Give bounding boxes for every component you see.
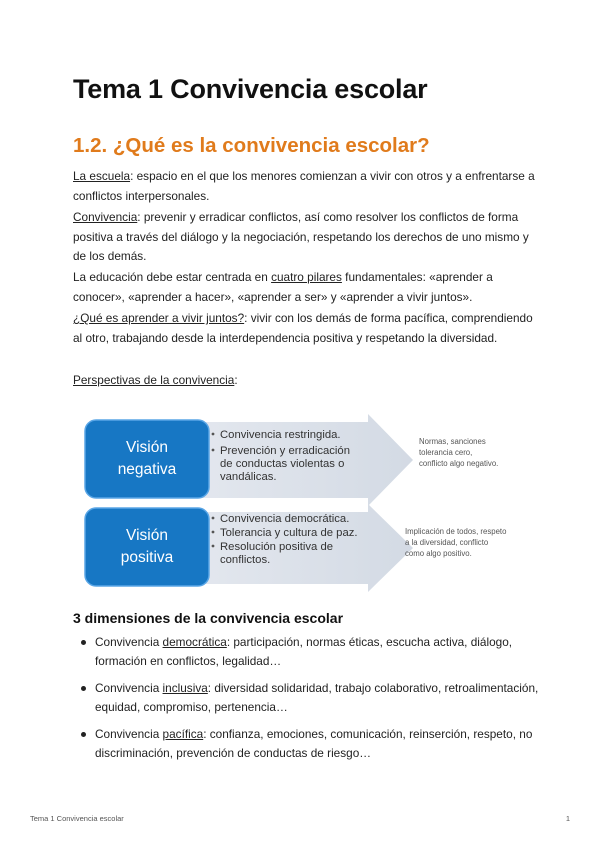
positive-bullet-2: Tolerancia y cultura de paz. (220, 527, 358, 539)
item-prefix: Convivencia (95, 635, 163, 649)
positive-box-line2: positiva (120, 549, 174, 566)
negative-note-2: tolerancia cero, (419, 448, 473, 457)
positive-box (85, 508, 209, 586)
item-rest: : confianza, emociones, comunicación, reinserción, respeto, no discriminación, prevención de conductas de riesgo… (95, 727, 533, 760)
bullet-dot (212, 433, 215, 436)
bullet-icon (81, 732, 86, 737)
term-escuela: La escuela (73, 169, 131, 183)
item-term: inclusiva (162, 681, 208, 695)
paragraph-perspectivas (73, 371, 535, 391)
negative-box (85, 420, 209, 498)
negative-bullet-1: Convivencia restringida. (220, 429, 341, 441)
positive-bullet-3: Resolución positiva de (220, 541, 334, 553)
negative-box-line1: Visión (126, 439, 168, 456)
negative-note-1: Normas, sanciones (419, 437, 486, 446)
text-escuela: : espacio en el que los menores comienzan a vivir con otros y a enfrentarse a conflictos interpersonales. (73, 169, 535, 203)
positive-box-line1: Visión (126, 527, 168, 544)
negative-row (85, 414, 498, 506)
item-term: democrática (162, 635, 227, 649)
item-rest: : participación, normas éticas, escucha activa, diálogo, formación en conflictos, legalidad… (95, 635, 513, 668)
text-perspectivas: : (234, 373, 238, 387)
paragraph-escuela (73, 167, 535, 206)
positive-bullet-1: Convivencia democrática. (220, 513, 350, 525)
dimensions-heading: 3 dimensiones de la convivencia escolar (73, 610, 344, 626)
paragraph-convivencia (73, 208, 535, 267)
item-term: pacífica (162, 727, 204, 741)
negative-box-line2: negativa (117, 461, 177, 478)
list-item (73, 725, 543, 763)
term-aprender: ¿Qué es aprender a vivir juntos? (73, 311, 245, 325)
list-item (73, 633, 543, 671)
section-heading: 1.2. ¿Qué es la convivencia escolar? (73, 134, 430, 157)
bullet-icon (81, 686, 86, 691)
item-prefix: Convivencia (95, 727, 163, 741)
paragraph-educacion (73, 268, 535, 307)
text-educacion-before: La educación debe estar centrada en (73, 270, 272, 284)
list-item (73, 679, 543, 717)
bullet-dot (212, 449, 215, 452)
positive-note-2: a la diversidad, conflicto (405, 538, 489, 547)
negative-bullet-2: Prevención y erradicación (220, 445, 350, 457)
text-aprender: : vivir con los demás de forma pacífica, comprendiendo al otro, trabajando desde la interdependencia positiva y respetando la diversidad. (73, 311, 533, 345)
paragraph-aprender (73, 309, 535, 348)
positive-row (85, 504, 507, 592)
positive-note-1: Implicación de todos, respeto (405, 527, 507, 536)
item-rest: : diversidad solidaridad, trabajo colaborativo, retroalimentación, equidad, compromiso, pertenencia… (95, 681, 539, 714)
negative-bullet-3: de conductas violentas o (220, 458, 345, 470)
positive-note-3: como algo positivo. (405, 549, 472, 558)
text-convivencia: : prevenir y erradicar conflictos, así como resolver los conflictos de forma positiva a través del diálogo y la negociación, respetando los derechos de uno mismo y de los demás. (73, 210, 529, 263)
footer-title: Tema 1 Convivencia escolar (30, 814, 124, 823)
term-convivencia: Convivencia (73, 210, 138, 224)
term-perspectivas: Perspectivas de la convivencia (73, 373, 235, 387)
bullet-dot (212, 531, 215, 534)
negative-bullet-4: vandálicas. (220, 471, 277, 483)
page-title: Tema 1 Convivencia escolar (73, 74, 428, 104)
bullet-dot (212, 517, 215, 520)
bullet-dot (212, 545, 215, 548)
bullet-icon (81, 640, 86, 645)
positive-bullet-4: conflictos. (220, 554, 271, 566)
term-cuatro-pilares: cuatro pilares (271, 270, 342, 284)
perspectives-diagram (83, 412, 538, 594)
text-educacion-after: fundamentales: «aprender a conocer», «aprender a hacer», «aprender a ser» y «aprender a vivir juntos». (73, 270, 493, 304)
negative-note-3: conflicto algo negativo. (419, 459, 499, 468)
item-prefix: Convivencia (95, 681, 163, 695)
dimensions-list (73, 633, 543, 771)
footer-page-number: 1 (565, 814, 570, 823)
